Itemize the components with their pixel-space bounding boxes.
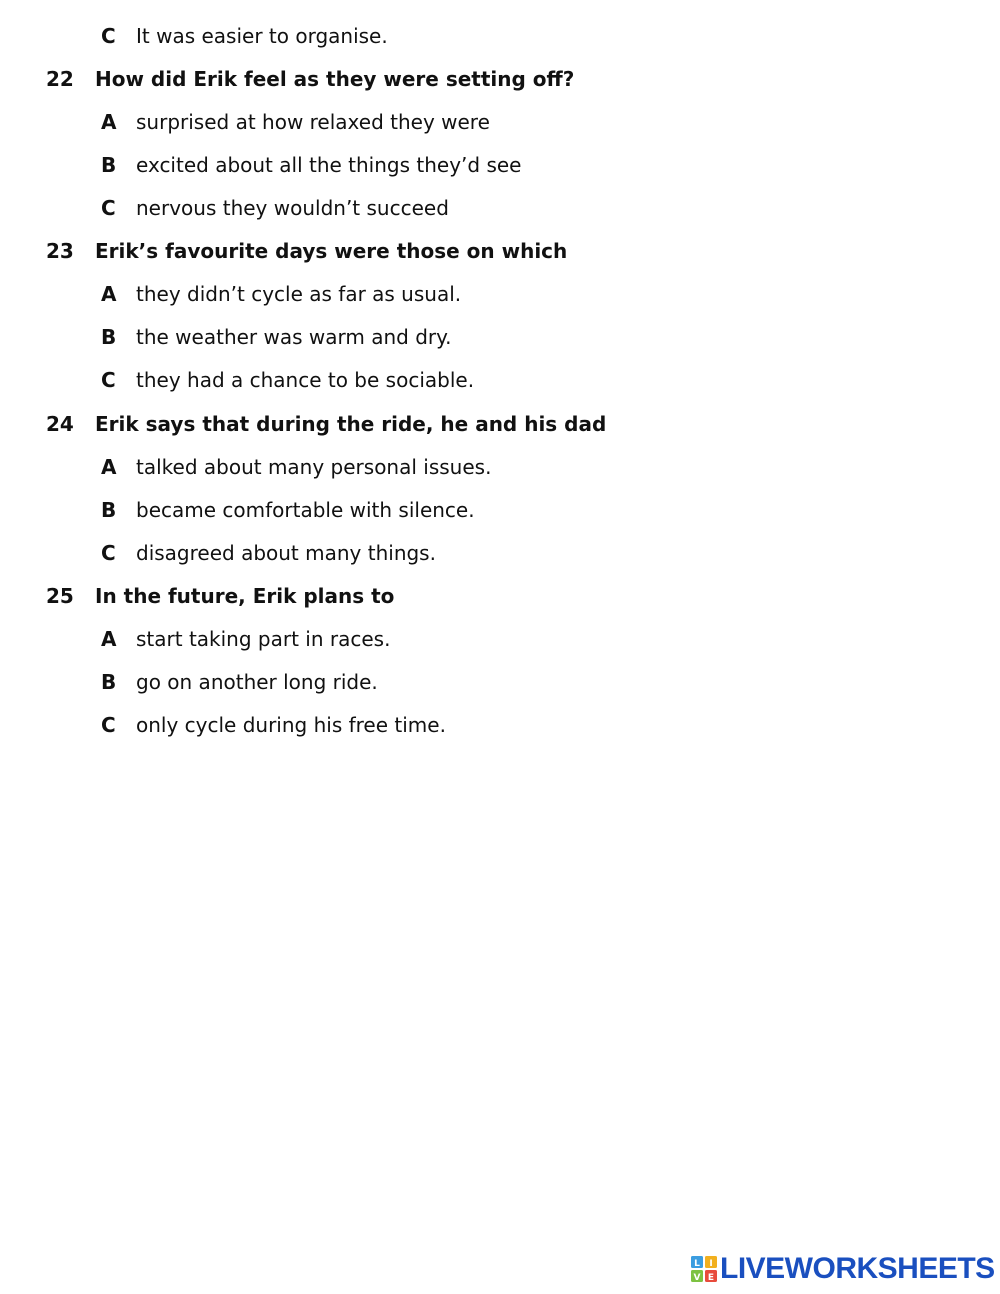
option-letter: A <box>101 627 117 651</box>
option-text: talked about many personal issues. <box>136 455 492 479</box>
question-number: 24 <box>46 412 74 436</box>
option-text: became comfortable with silence. <box>136 498 475 522</box>
svg-text:L: L <box>694 1259 700 1269</box>
option-text: surprised at how relaxed they were <box>136 110 490 134</box>
option-letter: C <box>101 196 116 220</box>
svg-text:V: V <box>693 1273 701 1282</box>
option-text: It was easier to organise. <box>136 24 388 48</box>
question-number: 22 <box>46 67 74 91</box>
logo-grid-icon <box>691 1256 717 1282</box>
option-letter: C <box>101 368 116 392</box>
option-text: excited about all the things they’d see <box>136 153 522 177</box>
option-text: they had a chance to be sociable. <box>136 368 475 392</box>
option-text: start taking part in races. <box>136 627 391 651</box>
option-text: nervous they wouldn’t succeed <box>136 196 449 220</box>
svg-text:I: I <box>709 1259 713 1269</box>
option-text: only cycle during his free time. <box>136 713 446 737</box>
liveworksheets-logo[interactable] <box>691 1252 995 1286</box>
question-text: In the future, Erik plans to <box>95 584 395 608</box>
question-number: 23 <box>46 239 74 263</box>
option-letter: B <box>101 325 117 349</box>
question-text: How did Erik feel as they were setting off? <box>95 67 575 91</box>
option-text: the weather was warm and dry. <box>136 325 452 349</box>
option-letter: A <box>101 282 117 306</box>
option-letter: B <box>101 153 117 177</box>
option-text: go on another long ride. <box>136 670 378 694</box>
option-text: they didn’t cycle as far as usual. <box>136 282 462 306</box>
option-letter: B <box>101 498 117 522</box>
option-letter: C <box>101 713 116 737</box>
question-text: Erik’s favourite days were those on which <box>95 239 568 263</box>
option-letter: A <box>101 110 117 134</box>
option-text: disagreed about many things. <box>136 541 436 565</box>
question-text: Erik says that during the ride, he and his dad <box>95 412 607 436</box>
option-letter: B <box>101 670 117 694</box>
option-letter: C <box>101 541 116 565</box>
option-letter: A <box>101 455 117 479</box>
svg-text:E: E <box>707 1273 715 1282</box>
question-number: 25 <box>46 584 74 608</box>
brand-name: LIVEWORKSHEETS <box>720 1252 995 1285</box>
option-letter: C <box>101 24 116 48</box>
